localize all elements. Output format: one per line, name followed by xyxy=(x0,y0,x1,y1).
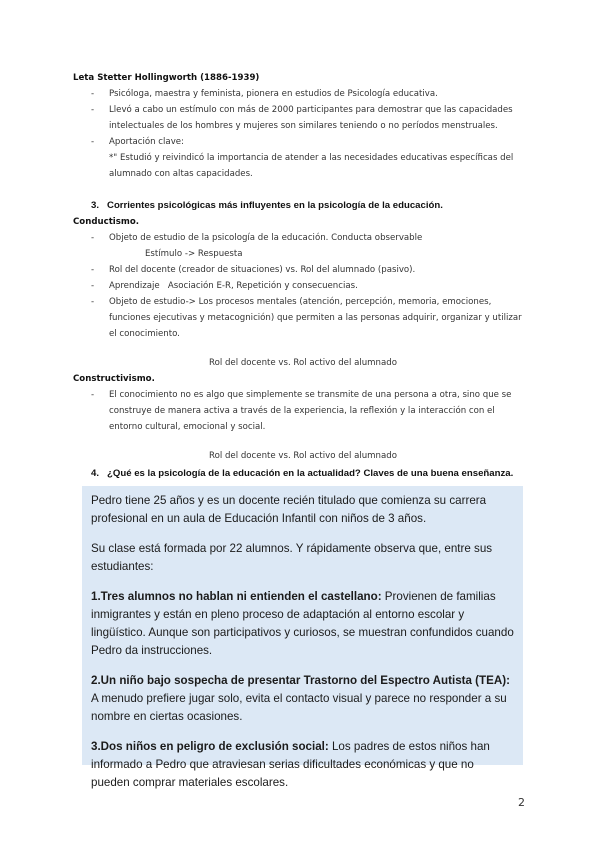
list-item: - Llevó a cabo un estímulo con más de 2000 participantes para demostrar que las capacidades xyxy=(91,105,513,115)
list-item-continuation: entorno cultural, emocional y social. xyxy=(109,422,266,432)
case-item xyxy=(91,672,514,726)
list-item-text: Aprendizaje Asociación E-R, Repetición y consecuencias. xyxy=(109,281,358,291)
heading-number: 3. xyxy=(91,200,100,211)
heading-number: 4. xyxy=(91,468,100,479)
list-item-text: El conocimiento no es algo que simplemente se transmite de una persona a otra, sino que se xyxy=(109,390,512,400)
case-item-text: Provienen de familias inmigrantes y están en pleno proceso de adaptación al entorno escolar y lingüístico. Aunque son participativos y curiosos, se muestran confundidos cuando Pedro da instrucciones. xyxy=(91,590,514,657)
section-title: Leta Stetter Hollingworth (1886-1939) xyxy=(73,73,260,83)
list-item: - Psicóloga, maestra y feminista, pionera en estudios de Psicología educativa. xyxy=(91,89,438,99)
list-item-text: Aportación clave: xyxy=(109,137,184,147)
subheading-conductismo: Conductismo. xyxy=(73,217,139,227)
list-item-text: Rol del docente (creador de situaciones) vs. Rol del alumnado (pasivo). xyxy=(109,265,416,275)
list-item: - Rol del docente (creador de situaciones) vs. Rol del alumnado (pasivo). xyxy=(91,265,416,275)
list-item: - Objeto de estudio-> Los procesos mentales (atención, percepción, memoria, emociones, xyxy=(91,297,492,307)
section-4 xyxy=(73,466,533,482)
list-item-continuation: alumnado con altas capacidades. xyxy=(109,169,253,179)
list-item-continuation: construye de manera activa a través de la experiencia, la reflexión y la interacción con el xyxy=(109,406,495,416)
section-heading xyxy=(73,466,533,482)
case-item-title: 3.Dos niños en peligro de exclusión social: xyxy=(91,740,329,753)
list-item-text: Objeto de estudio de la psicología de la educación. Conducta observable xyxy=(109,233,423,243)
hollingworth-section xyxy=(73,70,533,182)
caption: Rol del docente vs. Rol activo del alumnado xyxy=(209,451,397,461)
list-item: - El conocimiento no es algo que simplemente se transmite de una persona a otra, sino que se xyxy=(91,390,512,400)
case-item-text: Los padres de estos niños han informado a Pedro que atraviesan serias dificultades económicas y que no pueden comprar materiales escolares. xyxy=(91,740,490,789)
case-intro: Pedro tiene 25 años y es un docente recién titulado que comienza su carrera profesional en un aula de Educación Infantil con niños de 3 años. xyxy=(91,494,487,525)
list-item-text: Objeto de estudio-> Los procesos mentales (atención, percepción, memoria, emociones, xyxy=(109,297,492,307)
case-class: Su clase está formada por 22 alumnos. Y rápidamente observa que, entre sus estudiantes: xyxy=(91,542,493,573)
case-item xyxy=(91,738,514,792)
list-item-text: Llevó a cabo un estímulo con más de 2000 participantes para demostrar que las capacidades xyxy=(109,105,513,115)
case-item-title: 1.Tres alumnos no hablan ni entienden el castellano: xyxy=(91,590,382,603)
list-item-continuation: funciones ejecutivas y metacognición) que permiten a las personas adquirir, organizar y utilizar xyxy=(109,313,522,323)
caption: Rol del docente vs. Rol activo del alumnado xyxy=(209,358,397,368)
subheading-constructivismo: Constructivismo. xyxy=(73,374,155,384)
case-item xyxy=(91,588,514,660)
case-item-title: 2.Un niño bajo sospecha de presentar Trastorno del Espectro Autista (TEA): xyxy=(91,674,510,687)
section-3 xyxy=(73,198,533,464)
heading-text: ¿Qué es la psicología de la educación en la actualidad? Claves de una buena enseñanza. xyxy=(107,468,514,479)
case-study-box xyxy=(82,486,523,789)
list-item: - Aportación clave: xyxy=(91,137,184,147)
list-item-continuation: intelectuales de los hombres y mujeres son similares teniendo o no períodos menstruales. xyxy=(109,121,498,131)
list-item-continuation: *" Estudió y reivindicó la importancia de atender a las necesidades educativas específicas del xyxy=(109,153,514,163)
list-item-text: Psicóloga, maestra y feminista, pionera en estudios de Psicología educativa. xyxy=(109,89,438,99)
list-item-continuation: el conocimiento. xyxy=(109,329,180,339)
list-item: - Objeto de estudio de la psicología de la educación. Conducta observable xyxy=(91,233,423,243)
section-heading xyxy=(73,198,533,214)
page-number: 2 xyxy=(518,796,525,809)
case-item-text: A menudo prefiere jugar solo, evita el contacto visual y parece no responder a su nombre en ciertas ocasiones. xyxy=(91,692,507,723)
heading-text: Corrientes psicológicas más influyentes en la psicología de la educación. xyxy=(107,200,443,211)
list-item: - Aprendizaje Asociación E-R, Repetición y consecuencias. xyxy=(91,281,358,291)
list-item-continuation: Estímulo -> Respuesta xyxy=(145,249,243,259)
